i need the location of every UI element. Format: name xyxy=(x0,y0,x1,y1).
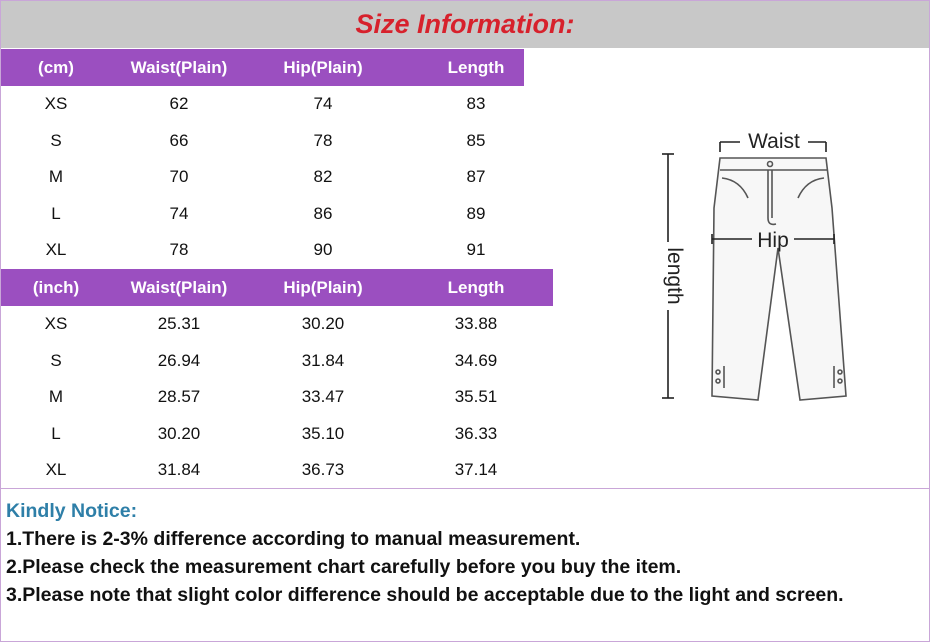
size-cell: XS xyxy=(44,314,68,333)
hip-cell: 36.73 xyxy=(301,460,345,480)
size-cell: M xyxy=(48,387,64,407)
table-row xyxy=(1,306,553,343)
hip-cell: 78 xyxy=(313,130,333,150)
table-row xyxy=(1,196,553,233)
cm-header-waist: Waist(Plain) xyxy=(130,58,228,77)
length-cell: 91 xyxy=(466,240,486,260)
notice-divider xyxy=(1,488,929,489)
waist-cell: 74 xyxy=(169,203,189,223)
inch-header-unit: (inch) xyxy=(32,278,80,297)
table-row xyxy=(1,452,553,489)
size-cell: M xyxy=(48,167,64,187)
size-cell: S xyxy=(50,350,62,370)
waist-cell: 70 xyxy=(169,167,189,187)
notice-item: 1.There is 2-3% difference according to manual measurement. xyxy=(6,528,581,550)
size-cell: L xyxy=(51,423,61,443)
size-cell: L xyxy=(51,203,61,223)
inch-header-waist: Waist(Plain) xyxy=(130,278,228,297)
length-cell: 83 xyxy=(466,94,486,113)
inch-header-hip: Hip(Plain) xyxy=(283,278,363,297)
waist-label: Waist xyxy=(748,130,800,153)
kindly-notice xyxy=(6,497,918,609)
length-cell: 87 xyxy=(466,167,486,187)
pants-measurement-diagram xyxy=(650,118,850,408)
length-label: length xyxy=(663,247,686,305)
waist-cell: 62 xyxy=(169,94,189,113)
title-bar xyxy=(1,1,929,48)
length-cell: 85 xyxy=(466,130,486,150)
table-row xyxy=(1,379,553,416)
table-row xyxy=(1,232,553,269)
table-row xyxy=(1,416,553,453)
hip-cell: 31.84 xyxy=(301,350,345,370)
cm-header-unit: (cm) xyxy=(38,58,74,77)
hip-cell: 86 xyxy=(313,203,333,223)
notice-item: 3.Please note that slight color difference should be acceptable due to the light and screen. xyxy=(6,584,844,606)
waist-cell: 26.94 xyxy=(157,350,201,370)
cm-header-hip: Hip(Plain) xyxy=(283,58,363,77)
waist-cell: 31.84 xyxy=(157,460,201,480)
cm-table-body xyxy=(1,86,553,269)
length-cell: 33.88 xyxy=(454,314,498,333)
notice-title: Kindly Notice: xyxy=(6,500,138,522)
size-cell: XL xyxy=(45,240,67,260)
waist-cell: 28.57 xyxy=(157,387,201,407)
length-cell: 35.51 xyxy=(454,387,498,407)
table-row xyxy=(1,123,553,160)
waist-cell: 66 xyxy=(169,130,189,150)
size-cell: XS xyxy=(44,94,68,113)
inch-header-length: Length xyxy=(447,278,505,297)
table-row xyxy=(1,86,553,123)
length-cell: 34.69 xyxy=(454,350,498,370)
length-cell: 36.33 xyxy=(454,423,498,443)
waist-cell: 78 xyxy=(169,240,189,260)
notice-item: 2.Please check the measurement chart carefully before you buy the item. xyxy=(6,556,682,578)
length-cell: 37.14 xyxy=(454,460,498,480)
inch-table-header xyxy=(1,269,553,306)
table-row xyxy=(1,159,553,196)
hip-cell: 35.10 xyxy=(301,423,345,443)
hip-cell: 74 xyxy=(313,94,333,113)
length-cell: 89 xyxy=(466,203,486,223)
cm-header-length: Length xyxy=(447,58,505,77)
hip-cell: 90 xyxy=(313,240,333,260)
table-row xyxy=(1,343,553,380)
waist-cell: 25.31 xyxy=(157,314,201,333)
inch-table-body xyxy=(1,306,553,489)
hip-label: Hip xyxy=(757,229,789,252)
hip-cell: 33.47 xyxy=(301,387,345,407)
waist-cell: 30.20 xyxy=(157,423,201,443)
page-title: Size Information: xyxy=(355,9,575,39)
size-cell: S xyxy=(50,130,62,150)
hip-cell: 30.20 xyxy=(301,314,345,333)
hip-cell: 82 xyxy=(313,167,333,187)
cm-table-header xyxy=(1,49,524,86)
size-cell: XL xyxy=(45,460,67,480)
